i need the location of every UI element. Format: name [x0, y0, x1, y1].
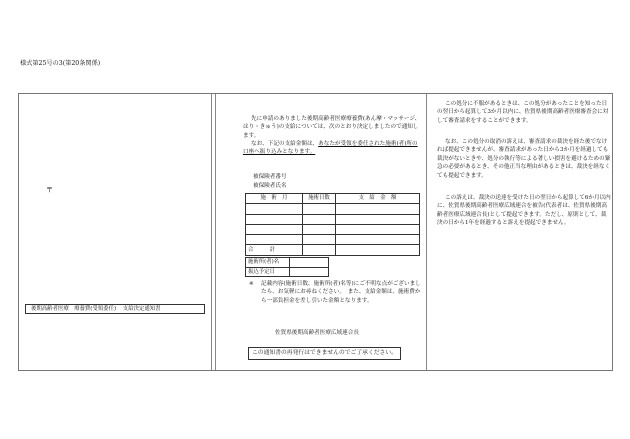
reissue-notice: この通知書の再発行はできませんのでご了承ください。: [248, 347, 401, 360]
transfer-date-label: 振込予定日: [246, 267, 290, 277]
notice-title-prefix: 後期高齢者医療 療養費(受領委任): [31, 306, 117, 312]
insured-number-label: 被保険者番号: [253, 174, 287, 180]
table-row: [246, 224, 420, 234]
transfer-text: [243, 140, 423, 157]
insured-name-label: 被保険者氏名: [253, 183, 287, 189]
payment-table-header: [246, 194, 420, 204]
header-treatment-month: 施 術 月: [246, 194, 303, 204]
signer-name: 佐賀県後期高齢者医療広域連合長: [275, 330, 359, 336]
transfer-text-underlined: あなたが受領を委任された施術(者)所の口座へ振り込みとなります。: [243, 141, 418, 156]
header-treatment-days: 施術日数: [303, 194, 336, 204]
table-row: [246, 235, 420, 245]
table-row-total: [246, 245, 420, 255]
table-row: [246, 267, 329, 277]
column-divider-left-inner: [215, 94, 216, 370]
appeal-column: [429, 94, 614, 370]
header-payment-amount: 支 給 金 額: [336, 194, 420, 204]
form-number: 様式第25号の3(第20条関係): [20, 60, 101, 67]
intro-text: 先に申請のありました後期高齢者医療療養費(あん摩・マッサージ、はり・きゅう)の支給については、次のとおり決定しましたので通知します。: [243, 116, 421, 139]
inquiry-note: [249, 280, 423, 305]
appeal-paragraph-3: この訴えは、裁決の送達を受けた日の翌日から起算して6か月以内に、佐賀県後期高齢者医療広域連合を被告(代表者は、佐賀県後期高齢者医療広域連合長)として提起できます。ただし、原則として、裁決の日から1年を経過すると訴えを提起できません。: [437, 195, 611, 227]
column-divider-left: [211, 94, 212, 370]
note-text: 記載内容(施術日数、施術所(者)名等)にご不明な点がございましたら、お気軽にお尋ねください。 また、支給金額は、施術費から一部負担金を差し引いた金額となります。: [261, 281, 421, 304]
appeal-paragraph-2: なお、この処分の取消の訴えは、審査請求の裁決を経た後でなければ提起できませんが、審査請求があった日から3か月を経過しても裁決がないときや、処分の執行等による著しい損害を避けるための緊急の必要があるとき、その他正当な理由があるときは、裁決を経なくても提起できます。: [437, 139, 611, 179]
table-row: [246, 214, 420, 224]
total-label: 合 計: [246, 245, 303, 255]
column-divider-right: [426, 94, 427, 370]
payment-table: [245, 193, 420, 256]
clinic-info-table: [245, 257, 329, 277]
notice-frame: [18, 93, 613, 371]
table-row: [246, 258, 329, 268]
clinic-label: 施術所(者)名: [246, 258, 290, 268]
notice-title: [25, 304, 205, 314]
transfer-text-prefix: なお、下記の支給金額は、: [251, 141, 319, 147]
notice-title-suffix: 支給決定通知書: [122, 306, 161, 312]
decision-column: [233, 94, 425, 370]
table-row: [246, 204, 420, 214]
note-mark: ※: [249, 281, 254, 287]
postal-mark: 〒: [46, 186, 53, 194]
appeal-paragraph-1: この処分に不服があるときは、この処分があったことを知った日の翌日から起算して3か月以内に、佐賀県後期高齢者医療審査会に対して審査請求をすることができます。: [437, 101, 609, 124]
